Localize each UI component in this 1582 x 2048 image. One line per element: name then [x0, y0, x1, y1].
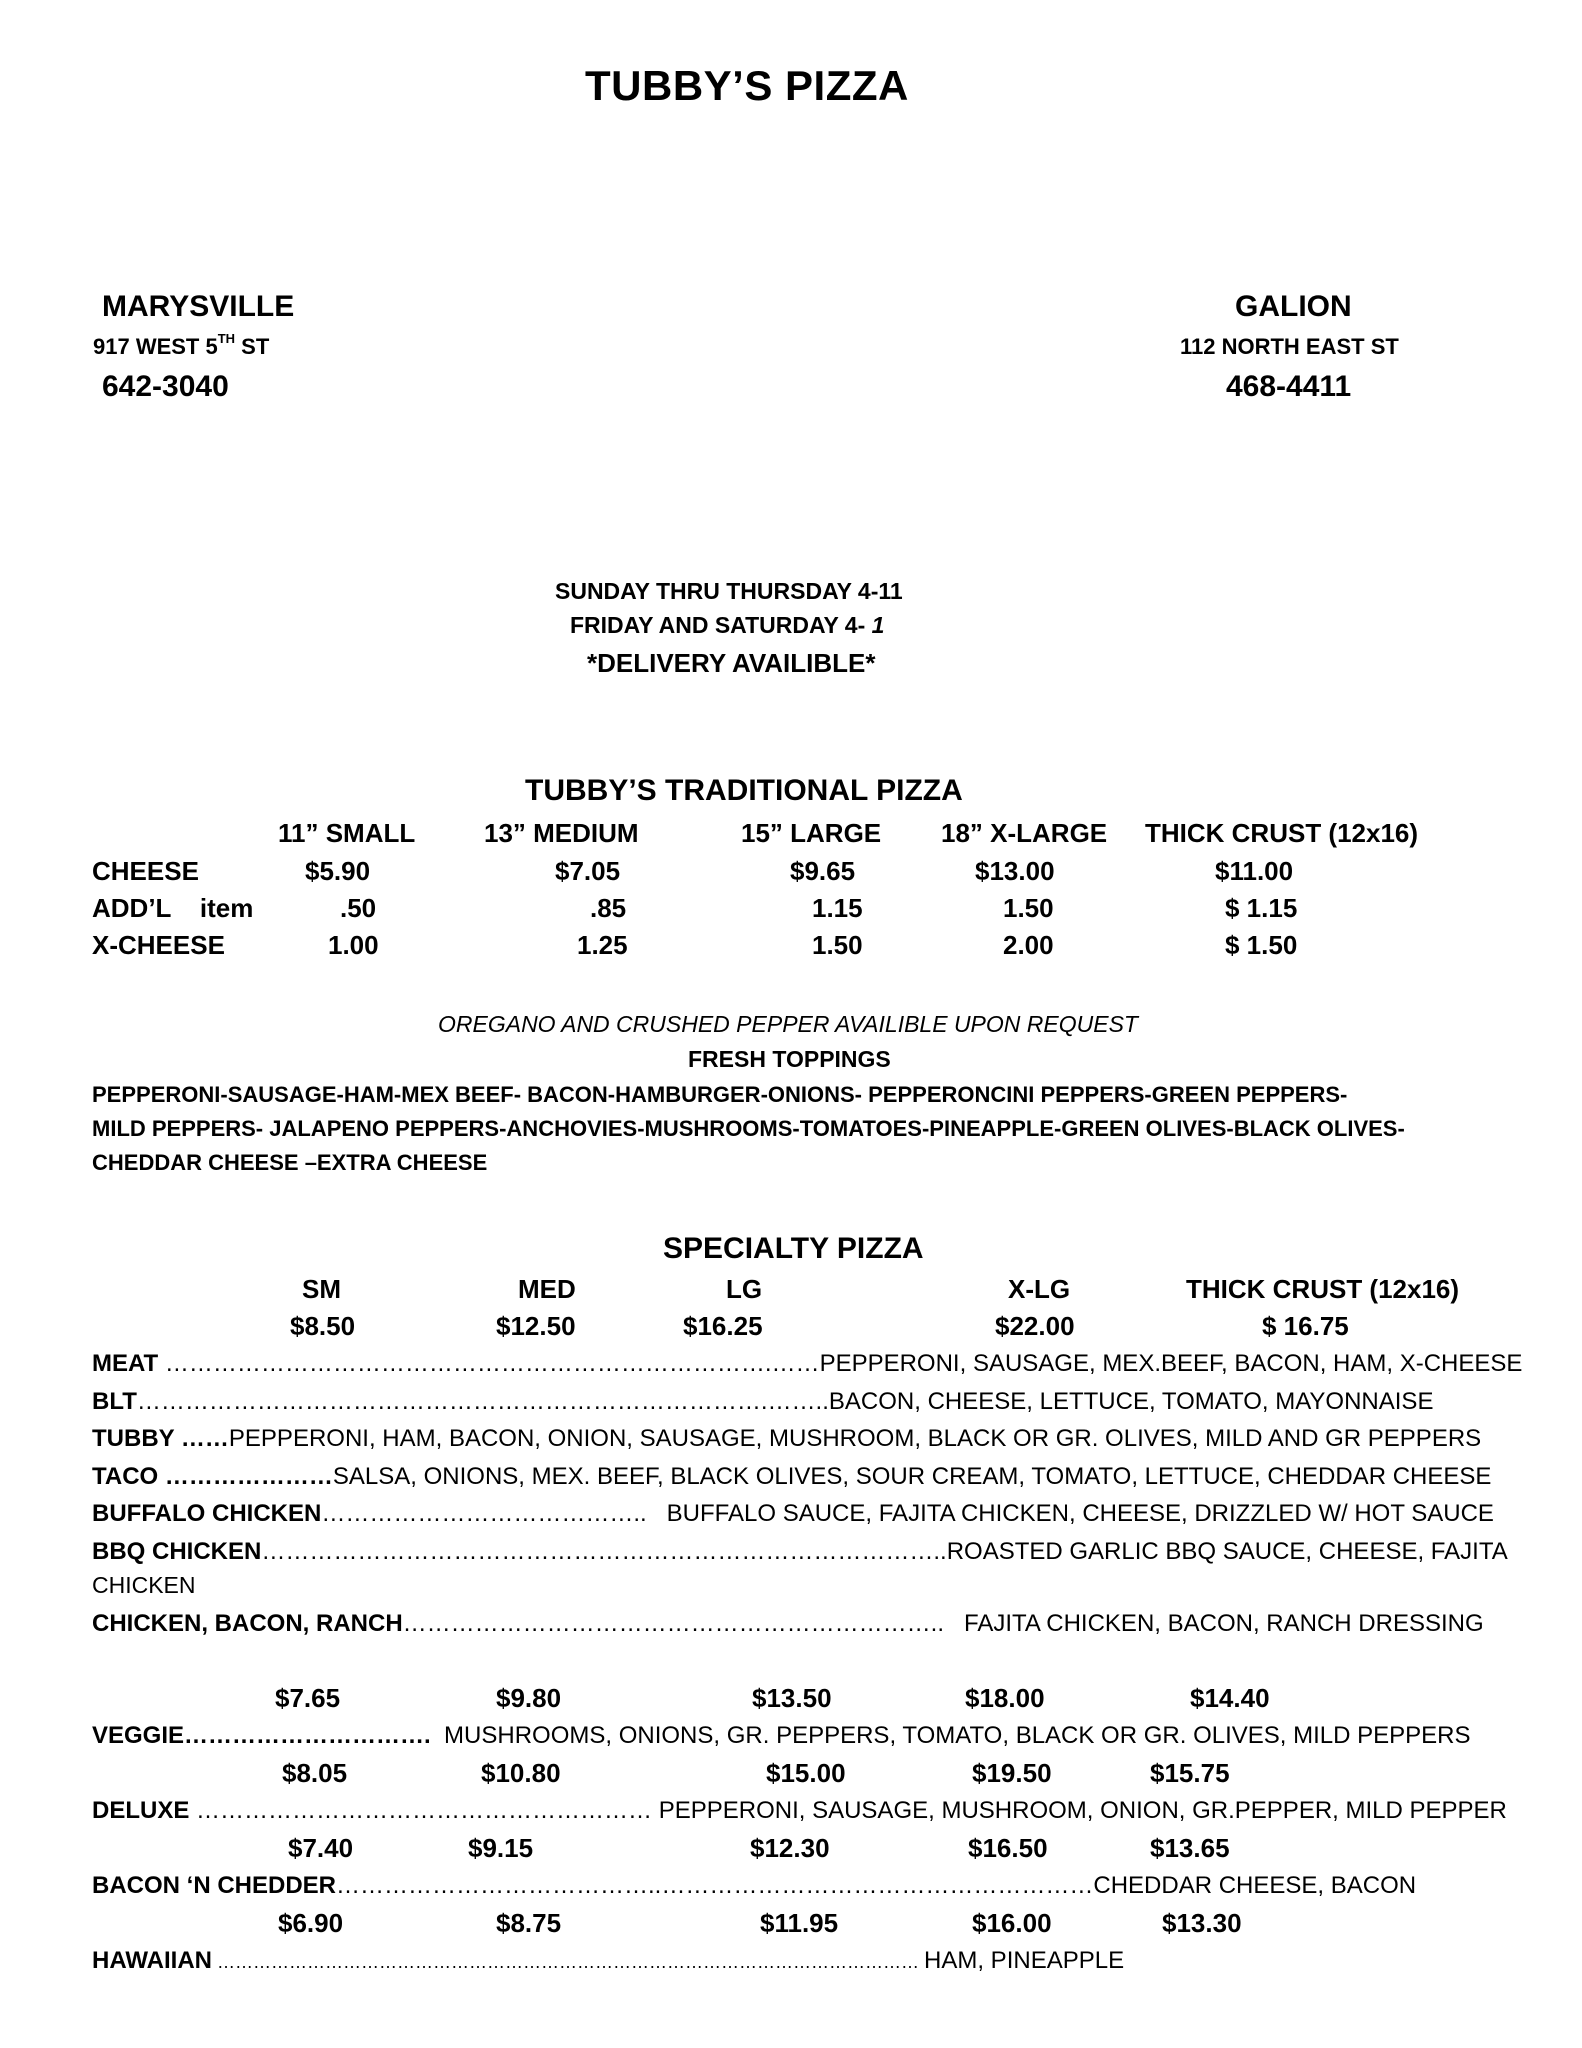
group-price: $8.05 — [282, 1758, 348, 1788]
specialty-item-deluxe: DELUXE ………………………………………………… PEPPERONI, SAUSAGE, MUSHROOM, ONION, GR.PEPPER, MILD PEPPER — [92, 1797, 1507, 1824]
page-title: TUBBY’S PIZZA — [585, 62, 909, 109]
specialty-item-chicken-bacon-ranch: CHICKEN, BACON, RANCH………………………………………………………….. FAJITA CHICKEN, BACON, RANCH DRESSING — [92, 1610, 1484, 1637]
location-name-galion: GALION — [1235, 290, 1352, 323]
spec-price: $22.00 — [995, 1311, 1075, 1341]
spec-price: $16.25 — [683, 1311, 763, 1341]
spec-price: $8.50 — [290, 1311, 356, 1341]
group-price: $8.75 — [496, 1908, 562, 1938]
traditional-title: TUBBY’S TRADITIONAL PIZZA — [525, 774, 963, 807]
trad-row-label: X-CHEESE — [92, 930, 225, 960]
spec-price: $ 16.75 — [1262, 1311, 1349, 1341]
trad-cell: 1.15 — [812, 893, 863, 923]
trad-header-xlarge: 18” X-LARGE — [941, 818, 1108, 848]
specialty-item-bbq-chicken-cont: CHICKEN — [92, 1572, 196, 1598]
trad-header-small: 11” SMALL — [278, 818, 416, 848]
group-price: $15.00 — [766, 1758, 846, 1788]
specialty-item-meat: MEAT ………………………………………………………………….……PEPPERONI, SAUSAGE, MEX.BEEF, BACON, HAM, X-CHEESE — [92, 1350, 1523, 1377]
group-price: $16.00 — [972, 1908, 1052, 1938]
location-address-galion: 112 NORTH EAST ST — [1180, 334, 1399, 359]
group-price: $13.50 — [752, 1683, 832, 1713]
spec-header-sm: SM — [302, 1274, 341, 1304]
group-price: $14.40 — [1190, 1683, 1270, 1713]
group-price: $9.80 — [496, 1683, 562, 1713]
oregano-note: OREGANO AND CRUSHED PEPPER AVAILIBLE UPON REQUEST — [438, 1011, 1138, 1037]
specialty-item-buffalo-chicken: BUFFALO CHICKEN………………………………….. BUFFALO SAUCE, FAJITA CHICKEN, CHEESE, DRIZZLED W/ HOT SAUCE — [92, 1500, 1494, 1527]
trad-cell: .85 — [590, 893, 627, 923]
specialty-item-veggie: VEGGIE…………………………. MUSHROOMS, ONIONS, GR. PEPPERS, TOMATO, BLACK OR GR. OLIVES, MILD PEPPERS — [92, 1722, 1471, 1749]
trad-cell: $9.65 — [790, 856, 856, 886]
specialty-item-hawaiian: HAWAIIAN ……………………………………………………………………………………………………… HAM, PINEAPPLE — [92, 1947, 1125, 1974]
specialty-title: SPECIALTY PIZZA — [663, 1232, 924, 1265]
trad-cell: $ 1.50 — [1225, 930, 1298, 960]
location-phone-galion: 468-4411 — [1226, 370, 1352, 403]
group-price: $16.50 — [968, 1833, 1048, 1863]
trad-cell: 1.50 — [812, 930, 863, 960]
trad-row-label: ADD’L item — [92, 893, 254, 923]
location-name-marysville: MARYSVILLE — [102, 290, 295, 323]
trad-cell: 1.00 — [328, 930, 379, 960]
location-phone-marysville: 642-3040 — [102, 370, 229, 403]
spec-header-xlg: X-LG — [1008, 1274, 1071, 1304]
specialty-item-taco: TACO …………………SALSA, ONIONS, MEX. BEEF, BLACK OLIVES, SOUR CREAM, TOMATO, LETTUCE, CHEDDAR CHEESE — [92, 1463, 1492, 1490]
group-price: $7.65 — [275, 1683, 341, 1713]
spec-header-thick: THICK CRUST (12x16) — [1186, 1274, 1460, 1304]
specialty-item-bacon-n-chedder: BACON ‘N CHEDDER…………………………………..………………………………………………CHEDDAR CHEESE, BACON — [92, 1872, 1417, 1899]
trad-cell: $ 1.15 — [1225, 893, 1298, 923]
trad-cell: 1.50 — [1003, 893, 1054, 923]
group-price: $12.30 — [750, 1833, 830, 1863]
trad-cell: 2.00 — [1003, 930, 1054, 960]
specialty-item-tubby: TUBBY ……PEPPERONI, HAM, BACON, ONION, SAUSAGE, MUSHROOM, BLACK OR GR. OLIVES, MILD AND GR PEPPERS — [92, 1425, 1482, 1452]
spec-header-med: MED — [518, 1274, 576, 1304]
group-price: $19.50 — [972, 1758, 1052, 1788]
trad-cell: .50 — [340, 893, 377, 923]
group-price: $13.65 — [1150, 1833, 1230, 1863]
trad-cell: $11.00 — [1215, 856, 1294, 886]
delivery-note: *DELIVERY AVAILIBLE* — [587, 648, 876, 678]
toppings-line-1: PEPPERONI-SAUSAGE-HAM-MEX BEEF- BACON-HAMBURGER-ONIONS- PEPPERONCINI PEPPERS-GREEN PEPPERS- — [92, 1082, 1348, 1107]
specialty-item-blt: BLT…………………………………………………………………….……..BACON, CHEESE, LETTUCE, TOMATO, MAYONNAISE — [92, 1388, 1434, 1415]
hours-weekday: SUNDAY THRU THURSDAY 4-11 — [555, 578, 903, 604]
group-price: $15.75 — [1150, 1758, 1230, 1788]
hours-weekend: FRIDAY AND SATURDAY 4- 1 — [570, 612, 885, 638]
specialty-item-bbq-chicken: BBQ CHICKEN…………………………………………………………………………..ROASTED GARLIC BBQ SAUCE, CHEESE, FAJITA — [92, 1538, 1508, 1565]
group-price: $9.15 — [468, 1833, 534, 1863]
trad-header-large: 15” LARGE — [741, 818, 882, 848]
trad-cell: $7.05 — [555, 856, 621, 886]
trad-header-thick: THICK CRUST (12x16) — [1145, 818, 1419, 848]
group-price: $18.00 — [965, 1683, 1045, 1713]
spec-header-lg: LG — [726, 1274, 763, 1304]
group-price: $13.30 — [1162, 1908, 1242, 1938]
spec-price: $12.50 — [496, 1311, 576, 1341]
trad-cell: $5.90 — [305, 856, 371, 886]
toppings-line-3: CHEDDAR CHEESE –EXTRA CHEESE — [92, 1150, 488, 1175]
toppings-line-2: MILD PEPPERS- JALAPENO PEPPERS-ANCHOVIES-MUSHROOMS-TOMATOES-PINEAPPLE-GREEN OLIVES-BLACK OLIVES- — [92, 1116, 1405, 1141]
location-address-marysville: 917 WEST 5TH ST — [93, 331, 270, 359]
group-price: $6.90 — [278, 1908, 344, 1938]
trad-header-medium: 13” MEDIUM — [484, 818, 639, 848]
toppings-title: FRESH TOPPINGS — [688, 1046, 891, 1072]
group-price: $7.40 — [288, 1833, 354, 1863]
group-price: $10.80 — [481, 1758, 561, 1788]
trad-cell: $13.00 — [975, 856, 1055, 886]
trad-cell: 1.25 — [577, 930, 628, 960]
trad-row-label: CHEESE — [92, 856, 199, 886]
group-price: $11.95 — [760, 1908, 839, 1938]
